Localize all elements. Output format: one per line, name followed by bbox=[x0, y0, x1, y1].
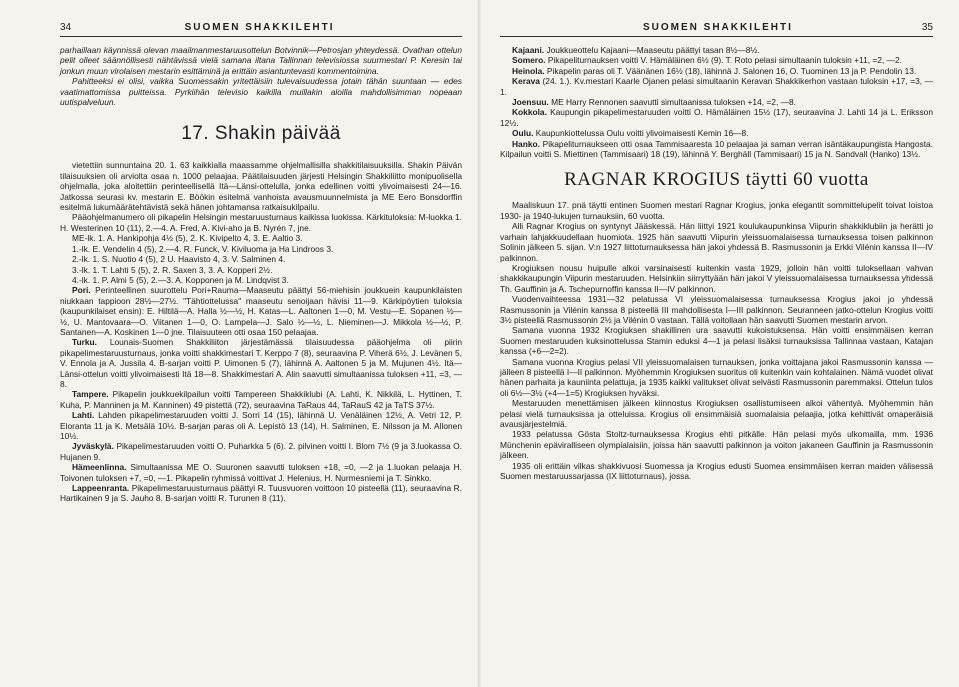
report-city: Jyväskylä. bbox=[72, 441, 114, 452]
report-text: 3.-lk. 1. T. Lahti 5 (5), 2. R. Saxen 3, 3. A. Kopperi 2½. bbox=[72, 264, 273, 275]
report-paragraph bbox=[60, 285, 462, 337]
report-paragraph bbox=[60, 441, 462, 462]
report-text: 1.-lk. E. Vendelin 4 (5), 2.—4. R. Funck, V. Kiviluoma ja Ha Lindroos 3. bbox=[72, 243, 334, 254]
report-city: Joensuu. bbox=[512, 97, 549, 108]
report-text: Pikapeliturnauksen voitti V. Hämäläinen 6½ (9). T. Roto pelasi simultaanin tuloksin +11, =2, —2. bbox=[547, 55, 902, 66]
report-paragraph bbox=[60, 483, 462, 504]
report-city: Pori. bbox=[72, 285, 91, 296]
report-paragraph bbox=[60, 233, 462, 243]
report-text: vietettiin sunnuntaina 20. 1. 63 kaikkialla maassamme ohjelmallisilla shakkitilaisuuksilla. Shakin Päivän tilaisuuksien oli arviolta osaa n. 1000 pelaajaa. Päätilaisuuden järjesti Helsingin Shakkiliitto monipuolisella ohjelmalla, joka aloitettiin perinteellisellä Itä—Länsi-ottelulla, jonka edellinen voitti ylivoimaisesti 24—16. Jatkossa seurasi kv. mestarin E. Böökin esitelmä vanhoista avausmuunnelmista ja ME Eero Bonsdorffin esitelmä lukumäärätehtävistä sekä hänen johtamansa ratkaisukilpailu. bbox=[60, 160, 462, 213]
report-paragraph bbox=[500, 45, 933, 55]
report-text: ME-lk. 1. A. Hankipohja 4½ (5), 2. K. Kivipelto 4, 3. E. Aaltio 3. bbox=[72, 233, 303, 244]
report-text: Joukkueottelu Kajaani—Maaseutu päättyi tasan 8½—8½. bbox=[546, 45, 760, 55]
report-city: Heinola. bbox=[512, 65, 545, 76]
report-paragraph bbox=[500, 97, 933, 107]
intro-paragraph-1: parhaillaan käynnissä olevan maailmanmestaruusottelun Botvinnik—Petrosjan yhteydessä. Ovathan ottelun pelit olleet säännöllisesti nähtävissä vielä samana iltana Tallinnan televisiossa suurmestari P. Keresin tai jonkun muun virolaisen mestarin esittäminä ja erittäin asiantuntevasti kommentoimina. bbox=[60, 45, 462, 76]
right-page bbox=[478, 0, 959, 687]
report-text: Kaupunkiottelussa Oulu voitti ylivoimaisesti Kemin 16—8. bbox=[535, 128, 749, 139]
report-paragraph bbox=[60, 337, 462, 389]
report-paragraph bbox=[60, 254, 462, 264]
report-paragraph bbox=[500, 128, 933, 138]
left-running-head bbox=[60, 22, 462, 37]
report-paragraph bbox=[500, 76, 933, 97]
article-paragraph: Mestaruuden menettämisen jälkeen kiinnostus Krogiuksen osallistumiseen alkoi vähentyä. Myöhemmin hän pelasi vielä turnauksissa ja otteluissa. Krogius oli ensimmäisiä suomalaisia pelaajia, jotka kehittivät omaperäisiä avausjärjestelmiä. bbox=[500, 398, 933, 429]
article-paragraph: 1935 oli erittäin vilkas shakkivuosi Suomessa ja Krogius edusti Suomea ensimmäisen kerran maiden välisessä Suomen mestaruussarjassa (IX liittoturnaus), jossa. bbox=[500, 460, 933, 482]
right-running-head bbox=[500, 22, 933, 37]
report-city: Kajaani. bbox=[512, 45, 545, 55]
left-page-number: 34 bbox=[60, 22, 72, 33]
report-city: Oulu. bbox=[512, 128, 534, 139]
report-text: Kaupungin pikapelimestaruuden voitti O. Hämäläinen 15½ (17), seuraavina J. Lahti 14 ja L. Eriksson 12½. bbox=[500, 107, 933, 128]
report-paragraph bbox=[500, 55, 933, 65]
report-text: Pikapeliturnaukseen otti osaa Tammisaaresta 10 pelaajaa ja saman verran isäntäkaupungista Hangosta. Kilpailun voitti S. Miettinen (Tammisaari) 18 (19), lähinnä Y. Berghäll (Tammisaari) 15 ja N. Sandvall (Hanko) 13½. bbox=[500, 138, 934, 160]
report-text: (24. 1.). Kv.mestari Kaarle Ojanen pelasi simultaanin Keravan Shakkikerhon vastaan tuloksin +17, =3, —1. bbox=[500, 76, 934, 97]
report-text: Pikapelin paras oli T. Väänänen 16½ (18), lähinnä J. Salonen 16, O. Tuominen 13 ja P. Pendolin 13. bbox=[546, 65, 917, 76]
report-paragraph bbox=[60, 462, 462, 483]
report-text: Pikapelimestaruusturnaus päättyi R. Tuusvuoren voittoon 10 pisteellä (11), seuraavina R. Hartikainen 9 ja S. Jauho 8. B-sarjan voitti R. Turunen 8 (11). bbox=[60, 483, 463, 504]
section-title: 17. Shakin päivää bbox=[181, 123, 341, 145]
report-paragraph bbox=[500, 66, 933, 76]
right-running-title: SUOMEN SHAKKILEHTI bbox=[642, 22, 793, 33]
report-city: Hämeenlinna. bbox=[72, 462, 127, 473]
report-text: Perinteellinen suurottelu Pori+Rauma—Maaseutu päättyi 56-miehisin joukkuein kaupunkilaisten niukkaan tappioon 28½—27½. "Tähtiottelussa" maaseutu senoijaan hävisi 11—9. Kärkipöytien tuloksia (kaupunkilaiset ensin): E. Hiltilä—A. Halla ½—½, H. Katas—L. Aaltonen 1—0, M. Vestu—E. Sopanen ½—½, U. Mantovaara—O. Viitanen 1—0, O. Lampela—J. Salo ½—½, L. Nieminen—J. Mikkola ½—½, P. Santanen—A. Koskinen 1—0 jne. Tilaisuuteen otti osaa 150 pelaajaa. bbox=[60, 285, 463, 337]
report-city: Lappeenranta. bbox=[72, 483, 130, 494]
article-paragraph: Alli Ragnar Krogius on syntynyt Jääskessä. Hän liittyi 1921 koulukaupunkinsa Viipurin shakkiklubiin ja herätti jo varhain lahjakkuudellaan huomiota. 1925 hän saavutti Viipurin yleissuomalaisessa turnauksessa toisen palkinnon Solinin jälkeen 5. sijan. V:n 1927 liittoturnauksessa hän jakoi yhdessä B. Rasmussonin ja Erkki Vilénin kanssa II—IV palkinnon. bbox=[500, 221, 933, 263]
report-city: Hanko. bbox=[512, 138, 540, 149]
report-city: Somero. bbox=[512, 55, 546, 66]
article-paragraph: Maaliskuun 17. pnä täytti entinen Suomen mestari Ragnar Krogius, jonka elegantit sommittelupelit toivat loistoa 1930- ja 1940-lukujen turnauksiin, 60 vuotta. bbox=[500, 200, 933, 221]
left-page bbox=[0, 0, 478, 687]
article-paragraph: Vuodenvaihteessa 1931—32 pelatussa VI yleissuomalaisessa turnauksessa Krogius jakoi jo yhdessä Rasmussonin ja Vilénin kanssa 8 pisteellä III mahdollisesta I—III palkinnon. Seuranneen jatko-ottelun Krogius voitti 3½ pisteellä Rasmussonin 2½ ja Vilénin 0 vastaan. Tällä voitollaan hän saavutti Suomen mestarin arvon. bbox=[500, 294, 933, 325]
article-paragraph: Samana vuonna Krogius pelasi VII yleissuomalaisen turnauksen, jonka voittajana jakoi Rasmussonin kanssa — jälleen 8 pisteellä I—II palkinnon. Myöhemmin Krogiuksen suoritus oli kuitenkin vain kohtalainen. Nämä vuodet olivat hänen parhaita ja kauniinta pelattuja, ja 1935 kaikki valitukset olivat selvästi Rasmussonin paremmaksi. Ottelun tulos oli 6½—3½ (+4—1=5) Krogiuksen hyväksi. bbox=[500, 356, 933, 398]
report-paragraph bbox=[60, 265, 462, 275]
right-report-list bbox=[500, 45, 933, 159]
report-text: ME Harry Rennonen saavutti simultaanissa tuloksen +14, =2, —8. bbox=[551, 97, 796, 108]
left-running-title: SUOMEN SHAKKILEHTI bbox=[184, 22, 335, 33]
report-paragraph bbox=[60, 410, 462, 441]
report-text: Lahden pikapelimestaruuden voitti J. Sorri 14 (15), lähinnä U. Venäläinen 12½, A. Vetri 12, P. Eloranta 11 ja K. Metsälä 10½. B-sarjan paras oli A. Lepistö 13 (14), H. Salminen, E. Nilsson ja M. Allonen 10½. bbox=[60, 410, 463, 441]
report-text: 4.-lk. 1. P. Almi 5 (5), 2.—3. A. Kopponen ja M. Lindqvist 3. bbox=[72, 274, 289, 285]
article-body bbox=[500, 200, 933, 481]
report-paragraph bbox=[60, 160, 462, 212]
report-city: Kerava bbox=[512, 76, 540, 87]
report-paragraph bbox=[60, 389, 462, 410]
report-text: Pikapelin joukkuekilpailun voitti Tampereen Shakkiklubi (A. Lahti, K. Nikkilä, L. Hyttinen, T. Kuha, P. Manninen ja M. Kanninen) 49 pistettä (72), seuraavina TaRaus 44, TaRauS 42 ja TaTS 37½. bbox=[60, 389, 462, 410]
report-paragraph bbox=[60, 212, 462, 233]
report-city: Turku. bbox=[72, 337, 97, 348]
report-text: Simultaanissa ME O. Suuronen saavutti tuloksen +18, =0, —2 ja 1.luokan pelaaja H. Toivonen tuloksen +7, =0, —1. Pikapelin ryhmissä voittivat J. Helenius, H. Nurmesniemi ja T. Sinkko. bbox=[60, 462, 463, 483]
report-city: Tampere. bbox=[72, 389, 109, 400]
report-paragraph bbox=[500, 139, 933, 160]
report-paragraph bbox=[60, 275, 462, 285]
report-text: 2.-lk. 1. S. Nuotio 4 (5), 2 U. Haavisto 4, 3. V. Salminen 4. bbox=[72, 254, 286, 265]
report-paragraph bbox=[500, 107, 933, 128]
intro-paragraph-2: Pahitteeksi ei olisi, vaikka Suomessakin yritettäisiin tulevaisuudessa jotain tähän suuntaan — edes vaatimattomissa puitteissa. Pyrkiihän televisio kaikilla muillakin aloilla mahdollisimman nopeaan uutispalveluun. bbox=[60, 76, 462, 108]
article-paragraph: Samana vuonna 1932 Krogiuksen shakillinen ura saavutti kukoistuksensa. Hän voitti ensimmäisen kerran Suomen mestaruuden kuksinottelussa Stamin eduksi 4—1 ja pelasi lisäksi turnauksissa Tallinnaa vastaan, Katajan kanssa (+6—2=2). bbox=[500, 325, 933, 357]
article-paragraph: Krogiuksen nousu huipulle alkoi varsinaisesti kuitenkin vasta 1929, jolloin hän voitti tuloksellaan vahvan shakkikaupungin Viipurin mestaruuden. Helsinkiin siirryttyään hän jakoi V yleissuomalaisessa turnauksessa yhdessä Th. Gauffinin ja A. Tschepurnoffin kanssa II—IV palkinnon. bbox=[500, 262, 933, 294]
article-heading: RAGNAR KROGIUS täytti 60 vuotta bbox=[564, 169, 869, 191]
report-city: Lahti. bbox=[72, 410, 95, 421]
report-text: Pikapelimestaruuden voitti O. Puharkka 5 (6). 2. pilvinen voitti I. Blom 7½ (9 ja 3.luokassa O. Hujanen 9. bbox=[60, 441, 463, 462]
report-text: Lounais-Suomen Shakkiliiton järjestämässä tilaisuudessa pääohjelma oli piirin pikapelimestaruusturnaus, jonka voitti shakkimestari T. Kerppo 7 (8), seuraavina P. Viherä 6½, J. Levänen 5, V. Ennola ja A. Jussila 4. B-sarjan voitti P. Uimonen 5 (7), lähinnä A. Aaltonen 5 ja M. Mujunen 4½. Itä—Länsi-ottelun voitti ylivoimaisesti Itä 18—8. Shakkimestari A. Alin saavutti simultaanissa tuloksen +11, =3, —8. bbox=[60, 337, 462, 389]
report-city: Kokkola. bbox=[512, 107, 547, 118]
left-report-list bbox=[60, 160, 462, 503]
right-page-number: 35 bbox=[921, 22, 933, 33]
report-paragraph bbox=[60, 244, 462, 254]
article-paragraph: 1933 pelatussa Gösta Stoltz-turnauksessa Krogius ehti pitkälle. Hän pelasi myös ulkomailla, mm. 1936 Münchenin epäviralliseen olympialaisiin, joissa hän saavutti palkinnon ja voiton jakaneen Gauffinin ja Rasmussonin jälkeen. bbox=[500, 429, 933, 461]
report-text: Pääohjelmanumero oli pikapelin Helsingin mestaruusturnaus kaikissa luokissa. Kärkituloksia: M-luokka 1. H. Westerinen 10 (11), 2.—4. A. Fred, A. Kivi-aho ja B. Nyrén 7, jne. bbox=[60, 212, 462, 233]
